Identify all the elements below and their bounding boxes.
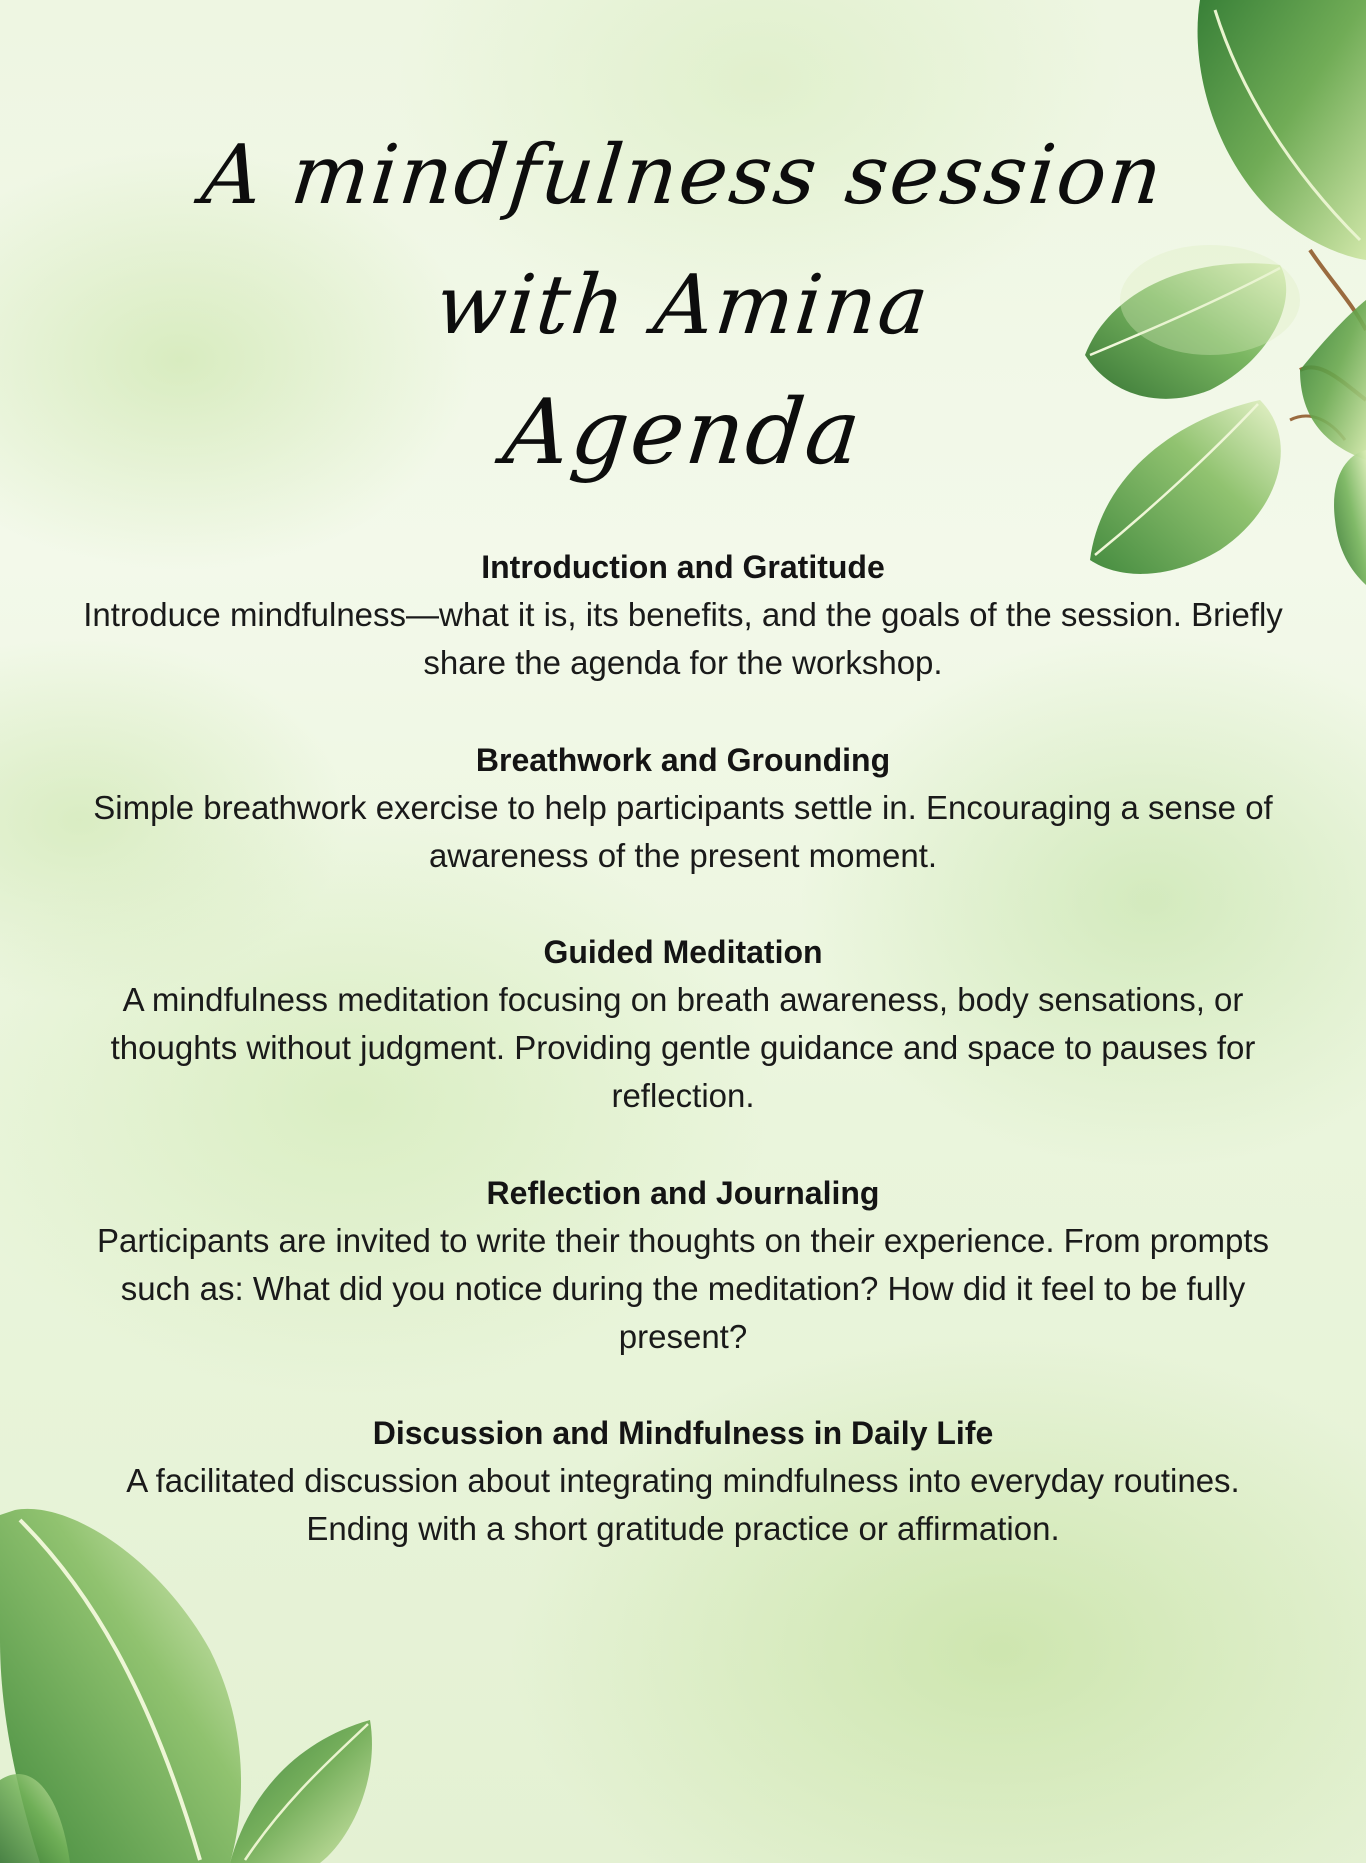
agenda-item	[80, 1169, 1286, 1361]
page-title-line-2: with Amina	[431, 258, 935, 353]
agenda-item	[80, 736, 1286, 880]
agenda-item-description: Simple breathwork exercise to help participants settle in. Encouraging a sense of awareness of the present moment.	[93, 789, 1273, 874]
agenda-item-heading: Guided Meditation	[543, 934, 823, 970]
agenda-item-heading: Discussion and Mindfulness in Daily Life	[372, 1415, 994, 1451]
agenda-item-heading: Reflection and Journaling	[486, 1175, 880, 1211]
leaf-cluster-bottom-left	[0, 1509, 372, 1863]
agenda-item-heading: Breathwork and Grounding	[475, 742, 891, 778]
agenda-item-description: A mindfulness meditation focusing on breath awareness, body sensations, or thoughts without judgment. Providing gentle guidance and space to pauses for reflection.	[110, 981, 1256, 1114]
agenda-heading: Agenda	[498, 380, 868, 485]
agenda-item-heading: Introduction and Gratitude	[481, 549, 885, 585]
agenda-item-description: Introduce mindfulness—what it is, its benefits, and the goals of the session. Briefly share the agenda for the workshop.	[83, 596, 1283, 681]
agenda-item	[80, 928, 1286, 1120]
agenda-item	[80, 1409, 1286, 1553]
agenda-item-description: Participants are invited to write their thoughts on their experience. From prompts such as: What did you notice during the meditation? How did it feel to be fully present?	[96, 1222, 1270, 1355]
agenda-item	[80, 543, 1286, 687]
agenda-item-description: A facilitated discussion about integrating mindfulness into everyday routines. Ending with a short gratitude practice or affirmation.	[126, 1462, 1240, 1547]
page-title-line-1: A mindfulness session	[197, 128, 1169, 223]
